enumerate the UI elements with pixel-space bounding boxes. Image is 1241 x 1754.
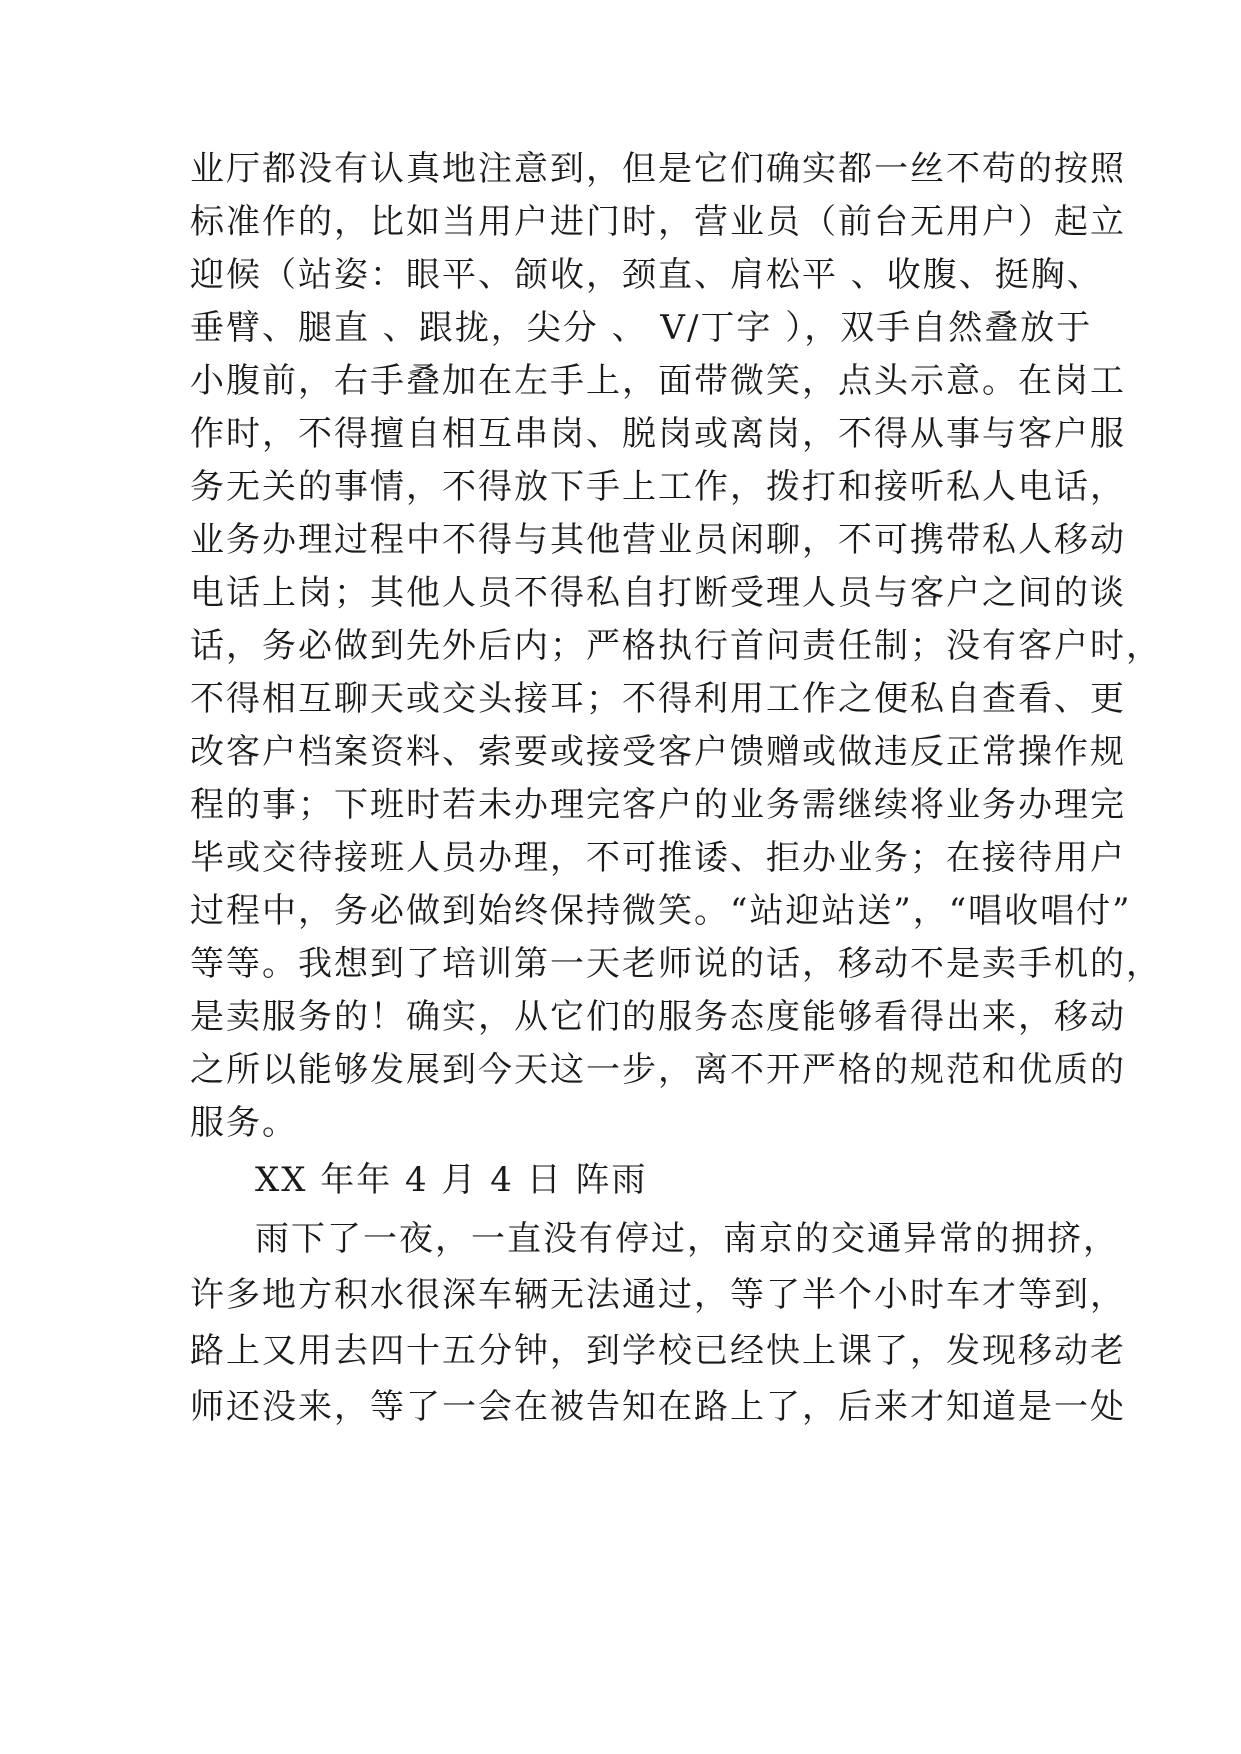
text-line: 电话上岗；其他人员不得私自打断受理人员与客户之间的谈 (190, 573, 1126, 613)
text-line: 是卖服务的！确实，从它们的服务态度能够看得出来，移动 (190, 997, 1126, 1037)
text-line: 业厅都没有认真地注意到，但是它们确实都一丝不苟的按照 (190, 149, 1126, 189)
text-line: 话，务必做到先外后内；严格执行首问责任制；没有客户时， (190, 626, 1162, 666)
text-line: 路上又用去四十五分钟，到学校已经快上课了，发现移动老 (190, 1331, 1126, 1371)
diary-date-heading: XX 年年 4 月 4 日 阵雨 (255, 1160, 648, 1200)
text-line: 迎候（站姿：眼平、颌收，颈直、肩松平 、收腹、挺胸、 (190, 255, 1103, 295)
text-line: 师还没来，等了一会在被告知在路上了，后来才知道是一处 (190, 1387, 1126, 1427)
text-line: 毕或交待接班人员办理，不可推诿、拒办业务；在接待用户 (190, 838, 1126, 878)
text-line: 作时，不得擅自相互串岗、脱岗或离岗，不得从事与客户服 (190, 414, 1126, 454)
text-line: 程的事；下班时若未办理完客户的业务需继续将业务办理完 (190, 785, 1126, 825)
text-line: 业务办理过程中不得与其他营业员闲聊，不可携带私人移动 (190, 520, 1126, 560)
text-line: 等等。我想到了培训第一天老师说的话，移动不是卖手机的， (190, 944, 1162, 984)
text-line: 雨下了一夜，一直没有停过，南京的交通异常的拥挤， (255, 1219, 1119, 1259)
text-line: 标准作的，比如当用户进门时，营业员（前台无用户）起立 (190, 202, 1126, 242)
text-line: 不得相互聊天或交头接耳；不得利用工作之便私自查看、更 (190, 679, 1126, 719)
text-line: 改客户档案资料、索要或接受客户馈赠或做违反正常操作规 (190, 732, 1126, 772)
text-line: 过程中，务必做到始终保持微笑。“站迎站送”，“唱收唱付” (190, 891, 1132, 931)
text-line: 垂臂、腿直 、跟拢，尖分 、 V/丁字 ），双手自然叠放于 (190, 308, 1093, 348)
text-line: 务无关的事情，不得放下手上工作，拨打和接听私人电话， (190, 467, 1126, 507)
text-line: 之所以能够发展到今天这一步，离不开严格的规范和优质的 (190, 1050, 1126, 1090)
text-line: 服务。 (190, 1103, 298, 1143)
text-line: 许多地方积水很深车辆无法通过，等了半个小时车才等到， (190, 1275, 1126, 1315)
text-line: 小腹前，右手叠加在左手上，面带微笑，点头示意。在岗工 (190, 361, 1126, 401)
